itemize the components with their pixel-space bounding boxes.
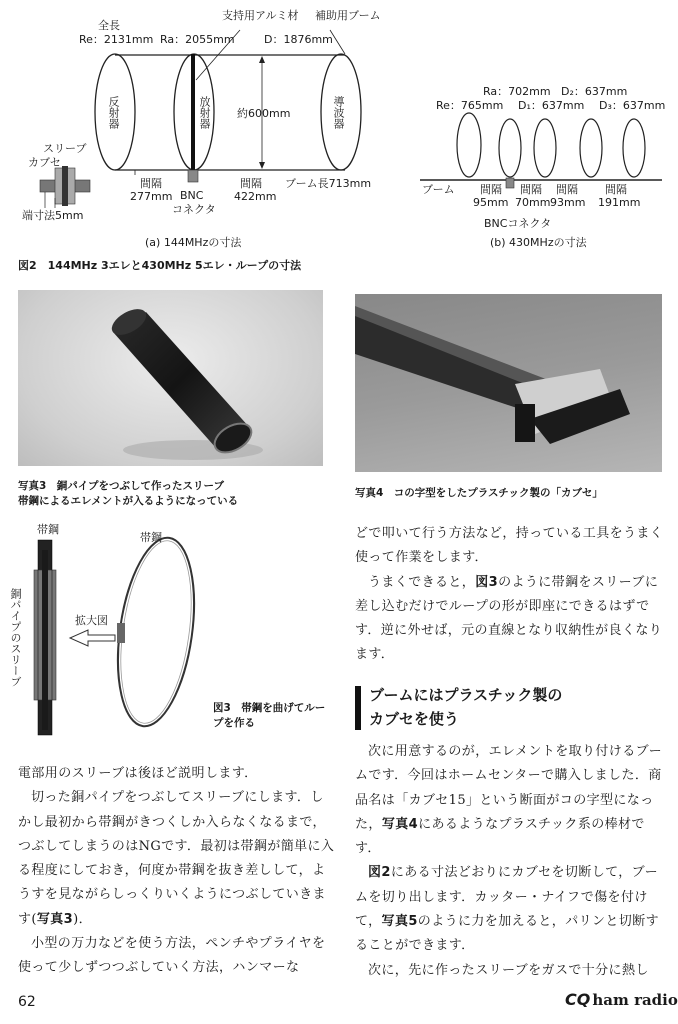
logo-cq: CQ bbox=[565, 990, 591, 1009]
fig3-caption1: 図3 帯鋼を曲げてルー bbox=[213, 702, 326, 714]
fig2a-connector: コネクタ bbox=[172, 203, 216, 216]
right-column-bottom bbox=[355, 740, 665, 983]
left-p1: 電部用のスリーブは後ほど説明します． bbox=[18, 766, 258, 781]
fig2a-kabuse: カブセ bbox=[28, 156, 61, 169]
fig2a-dohaki: 導波器 bbox=[332, 96, 345, 129]
fig2b-k2: 間隔 bbox=[520, 183, 542, 196]
fig2-title: 図2 144MHz 3エレと430MHz 5エレ・ループの寸法 bbox=[18, 259, 302, 272]
fig2a-tanshi: 端寸法5mm bbox=[22, 209, 84, 222]
fig2a-zencho: 全長 bbox=[98, 19, 120, 32]
fig2a-boom: ブーム長713mm bbox=[285, 177, 372, 190]
fig2b-k3: 間隔 bbox=[556, 183, 578, 196]
fig2a-ra: Ra：2055mm bbox=[160, 33, 235, 46]
fig2b-caption: (b) 430MHzの寸法 bbox=[490, 236, 587, 249]
fig3-obiko2: 帯鋼 bbox=[140, 531, 162, 544]
fig3-dopipe: 銅パイプのスリーブ bbox=[9, 588, 22, 687]
photo3-sub: 帯鋼によるエレメントが入るようになっている bbox=[18, 495, 239, 507]
fig2a-re: Re：2131mm bbox=[79, 33, 154, 46]
left-p2: 切った銅パイプをつぶしてスリーブにします．しかし最初から帯鋼がきつくしか入らなくなるまで，つぶしてしまうのはNGです．最初は帯鋼が簡単に入る程度にしておき，何度か帯鋼を抜き差しして，ようすを見ながらしっくりいくようにつぶしていきます(写真3)． bbox=[18, 790, 335, 927]
photo4-image bbox=[355, 294, 662, 472]
fig3-kakudai: 拡大図 bbox=[75, 614, 108, 627]
fig2b-k2v: 70mm bbox=[515, 196, 551, 209]
fig2b-bnc: BNCコネクタ bbox=[484, 217, 552, 230]
left-column bbox=[18, 762, 336, 981]
fig2b-d1: D₁：637mm bbox=[518, 99, 585, 112]
left-p3: 小型の万力などを使う方法，ペンチやプライヤを使って少しずつつぶしていく方法，ハンマーな bbox=[18, 936, 326, 976]
fig2a-hojo: 補助用ブーム bbox=[315, 9, 381, 22]
fig3-caption2: プを作る bbox=[213, 717, 255, 729]
right-p5: 次に，先に作ったスリーブをガスで十分に熱し bbox=[368, 962, 649, 978]
fig2b-k1: 間隔 bbox=[480, 183, 502, 196]
fig2a-kankaku1: 間隔 bbox=[140, 177, 162, 190]
heading-line1: ブームにはプラスチック製の bbox=[369, 686, 563, 704]
fig2a-shiji: 支持用アルミ材 bbox=[222, 9, 299, 22]
fig2b-d3: D₃：637mm bbox=[599, 99, 666, 112]
fig2b-d2: D₂：637mm bbox=[561, 85, 628, 98]
photo3-image bbox=[18, 290, 323, 466]
right-p4: 図2にある寸法どおりにカブセを切断して，ブームを切り出します．カッター・ナイフで傷を付けて，写真5のように力を加えると，パリンと切断することができます． bbox=[355, 865, 659, 954]
page-number: 62 bbox=[18, 994, 36, 1010]
fig2b-re: Re：765mm bbox=[436, 99, 504, 112]
photo3-title: 写真3 銅パイプをつぶして作ったスリーブ bbox=[18, 480, 224, 492]
fig2b-ra: Ra：702mm bbox=[483, 85, 551, 98]
right-p1: どで叩いて行う方法など，持っている工具をうまく使って作業をします． bbox=[355, 526, 664, 566]
fig3-obiko1: 帯鋼 bbox=[37, 523, 59, 536]
fig2a-hanshaki: 反射器 bbox=[107, 96, 120, 129]
fig2a-kankaku2-v: 422mm bbox=[234, 190, 277, 203]
right-p3: 次に用意するのが，エレメントを取り付けるブームです．今回はホームセンターで購入しました．商品名は「カブセ15」という断面がコの字型になった，写真4にあるようなプラスチック系の棒材です． bbox=[355, 744, 663, 857]
footer-logo bbox=[565, 990, 678, 1009]
right-p2: うまくできると，図3のように帯鋼をスリーブに差し込むだけでループの形が即座にできるはずです．逆に外せば，元の直線となり収納性が良くなります． bbox=[355, 574, 663, 663]
fig2a-sleeve: スリーブ bbox=[43, 142, 87, 155]
fig2b-k1v: 95mm bbox=[473, 196, 509, 209]
fig3-diagram bbox=[0, 510, 350, 760]
logo-ham-radio: ham radio bbox=[592, 991, 678, 1009]
fig2a-bnc: BNC bbox=[180, 189, 204, 202]
right-column-top bbox=[355, 522, 665, 668]
photo4-title: 写真4 コの字型をしたプラスチック製の「カブセ」 bbox=[355, 487, 603, 499]
fig2a-caption: (a) 144MHzの寸法 bbox=[145, 236, 242, 249]
heading-line2: カブセを使う bbox=[369, 710, 459, 728]
fig2a-d: D：1876mm bbox=[264, 33, 333, 46]
fig2b-boom: ブーム bbox=[422, 183, 455, 196]
fig2b-k3v: 93mm bbox=[550, 196, 586, 209]
fig2b-k4v: 191mm bbox=[598, 196, 641, 209]
fig2a-houshaki: 放射器 bbox=[198, 96, 211, 129]
fig2b-k4: 間隔 bbox=[605, 183, 627, 196]
fig2a-kankaku1-v: 277mm bbox=[130, 190, 173, 203]
fig2a-kankaku2: 間隔 bbox=[240, 177, 262, 190]
fig2a-600: 約600mm bbox=[237, 107, 291, 120]
